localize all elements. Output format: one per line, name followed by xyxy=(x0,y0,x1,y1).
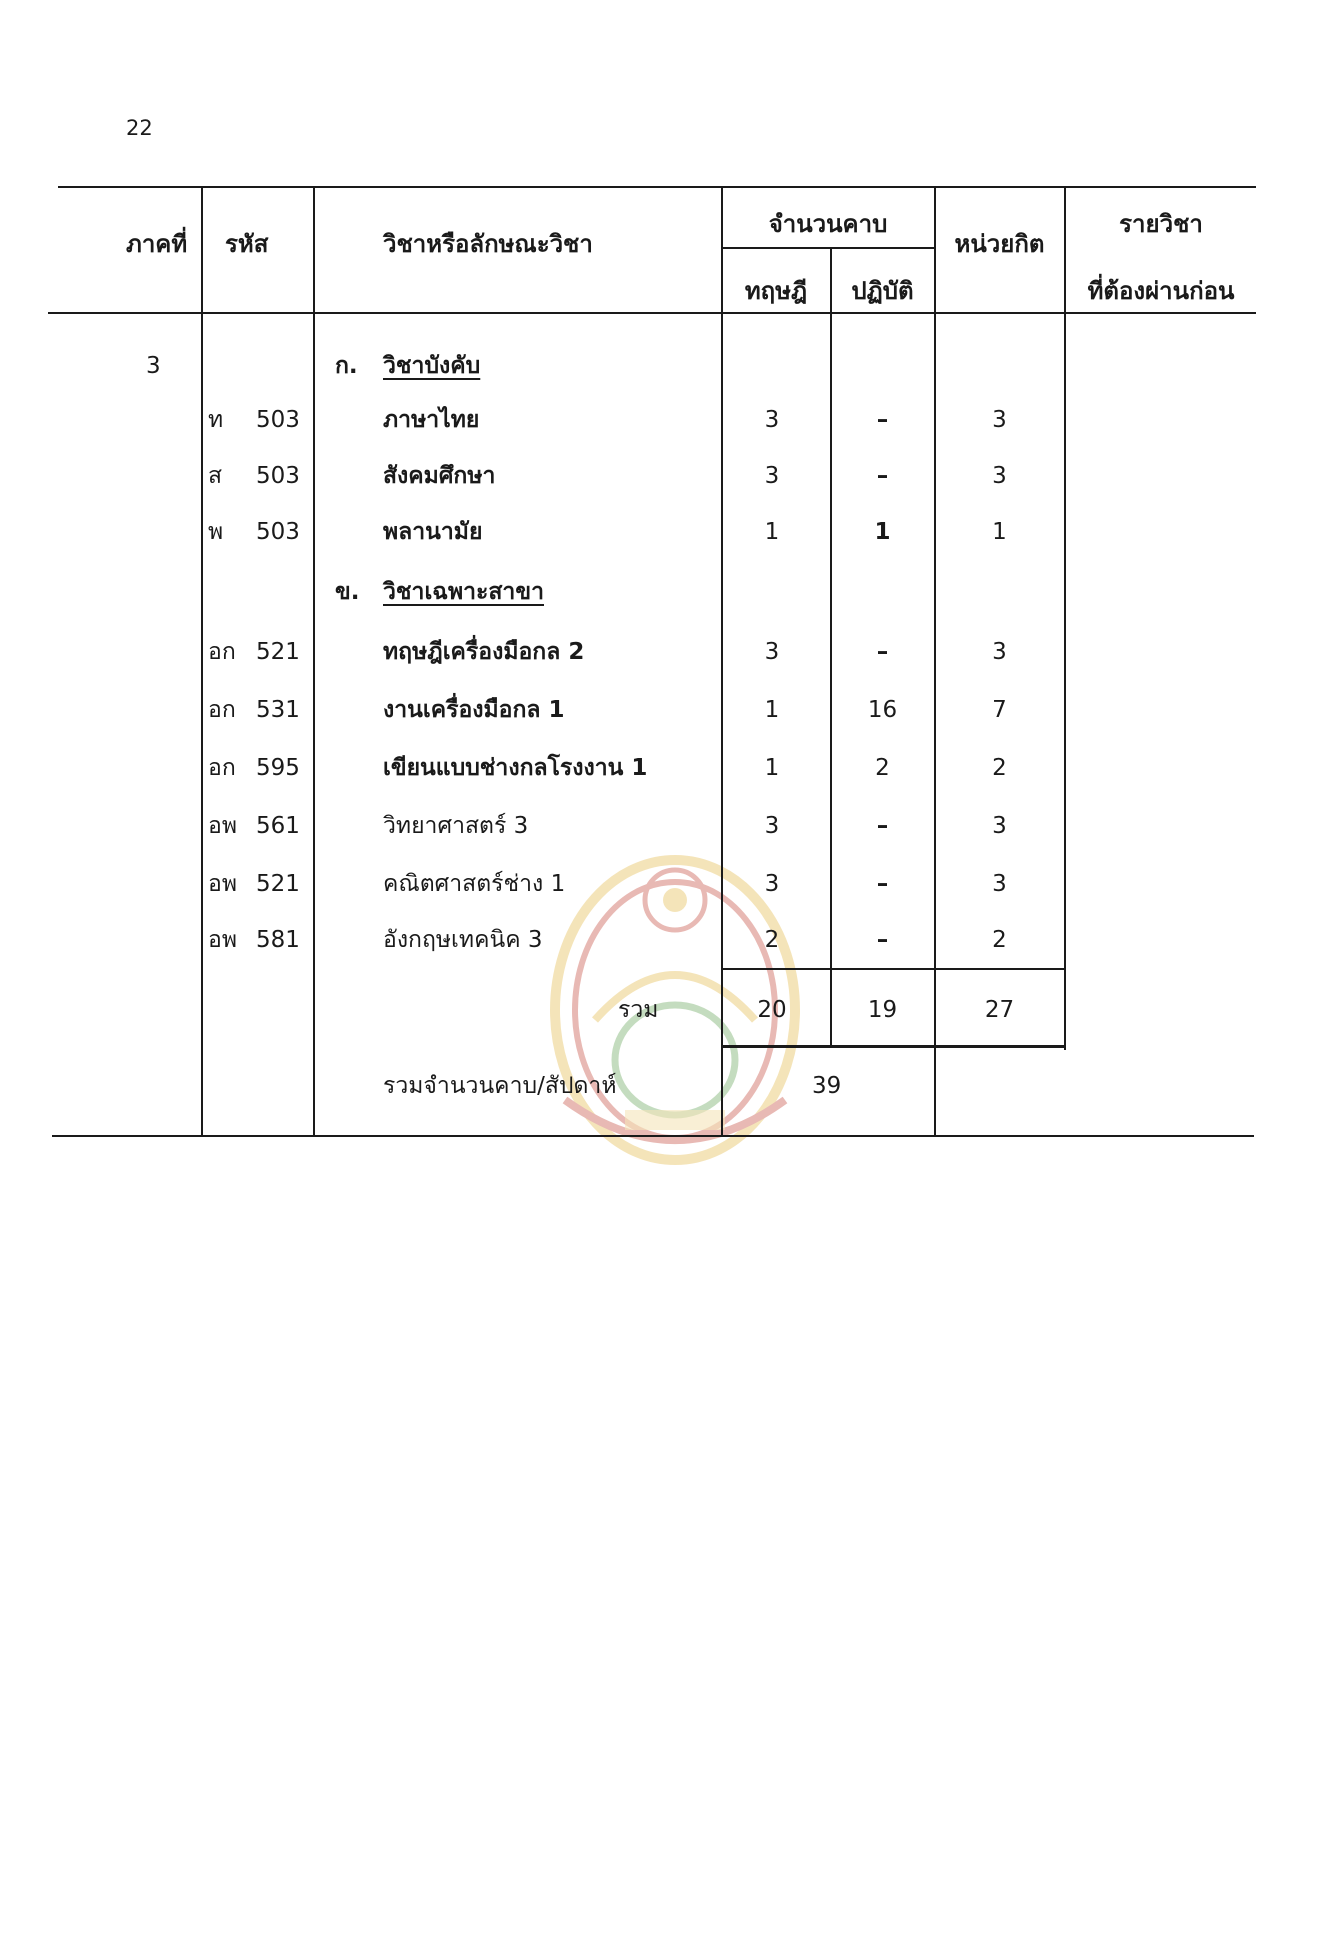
seal-emblem-icon xyxy=(525,780,825,1180)
credits-value: 3 xyxy=(992,407,1007,433)
header-periods: จำนวนคาบ xyxy=(768,210,888,238)
code-number: 503 xyxy=(256,463,300,489)
credits-value: 2 xyxy=(992,755,1007,781)
theory-value: 3 xyxy=(764,463,780,489)
theory-value: 3 xyxy=(764,813,780,839)
header-prerequisite-line1: รายวิชา xyxy=(1119,210,1203,238)
practice-value: – xyxy=(876,871,889,897)
credits-value: 3 xyxy=(992,463,1007,489)
code-prefix: อก xyxy=(208,697,236,723)
total-practice: 19 xyxy=(867,997,898,1023)
subject-name: คณิตศาสตร์ช่าง 1 xyxy=(383,871,566,897)
practice-value: – xyxy=(876,639,889,665)
code-number: 595 xyxy=(256,755,300,781)
code-number: 561 xyxy=(256,813,300,839)
practice-value: 16 xyxy=(867,697,898,723)
practice-value: 2 xyxy=(875,755,890,781)
credits-value: 3 xyxy=(992,813,1007,839)
header-practice: ปฏิบัติ xyxy=(851,277,914,305)
subject-name: งานเครื่องมือกล 1 xyxy=(383,697,565,723)
theory-value: 3 xyxy=(764,407,780,433)
code-prefix: อก xyxy=(208,755,236,781)
header-subject: วิชาหรือลักษณะวิชา xyxy=(383,230,593,258)
weekly-label: รวมจำนวนคาบ/สัปดาห์ xyxy=(383,1073,617,1099)
code-number: 521 xyxy=(256,871,300,897)
total-label: รวม xyxy=(618,997,659,1023)
theory-value: 1 xyxy=(764,755,780,781)
subject-name: อังกฤษเทคนิค 3 xyxy=(383,927,543,953)
practice-value: – xyxy=(876,927,889,953)
total-theory: 20 xyxy=(757,997,787,1023)
practice-value: 1 xyxy=(874,519,891,545)
section-a-prefix: ก. xyxy=(335,353,358,379)
practice-value: – xyxy=(876,813,889,839)
page-number: 22 xyxy=(126,116,153,140)
practice-value: – xyxy=(876,407,889,433)
code-number: 521 xyxy=(256,639,300,665)
subject-name: เขียนแบบช่างกลโรงงาน 1 xyxy=(383,755,648,781)
credits-value: 7 xyxy=(992,697,1007,723)
code-number: 503 xyxy=(256,407,300,433)
code-number: 581 xyxy=(256,927,300,953)
code-prefix: อพ xyxy=(208,927,237,953)
theory-value: 1 xyxy=(764,519,780,545)
code-number: 503 xyxy=(256,519,300,545)
code-prefix: อพ xyxy=(208,813,237,839)
credits-value: 2 xyxy=(992,927,1007,953)
code-prefix: อพ xyxy=(208,871,237,897)
code-prefix: ท xyxy=(208,407,224,433)
header-credits: หน่วยกิต xyxy=(954,230,1045,258)
credits-value: 1 xyxy=(992,519,1007,545)
credits-value: 3 xyxy=(992,639,1007,665)
theory-value: 1 xyxy=(764,697,780,723)
credits-value: 3 xyxy=(992,871,1007,897)
code-prefix: พ xyxy=(208,519,224,545)
theory-value: 3 xyxy=(764,639,780,665)
header-prerequisite-line2: ที่ต้องผ่านก่อน xyxy=(1087,277,1235,305)
code-number: 531 xyxy=(256,697,300,723)
subject-name: ภาษาไทย xyxy=(383,407,480,433)
total-credits: 27 xyxy=(984,997,1015,1023)
header-code: รหัส xyxy=(225,230,269,258)
subject-name: วิทยาศาสตร์ 3 xyxy=(383,813,529,839)
theory-value: 3 xyxy=(764,871,780,897)
section-a-label: วิชาบังคับ xyxy=(383,353,481,379)
subject-name: พลานามัย xyxy=(383,519,483,545)
subject-name: ทฤษฎีเครื่องมือกล 2 xyxy=(383,639,585,665)
section-b-label: วิชาเฉพาะสาขา xyxy=(383,579,544,605)
section-b-prefix: ข. xyxy=(335,579,360,605)
term-value: 3 xyxy=(146,353,161,379)
practice-value: – xyxy=(876,463,889,489)
weekly-value: 39 xyxy=(812,1073,842,1099)
subject-name: สังคมศึกษา xyxy=(383,463,496,489)
header-theory: ทฤษฎี xyxy=(744,277,808,305)
theory-value: 2 xyxy=(764,927,780,953)
code-prefix: อก xyxy=(208,639,236,665)
header-term: ภาคที่ xyxy=(126,230,188,258)
code-prefix: ส xyxy=(208,463,223,489)
